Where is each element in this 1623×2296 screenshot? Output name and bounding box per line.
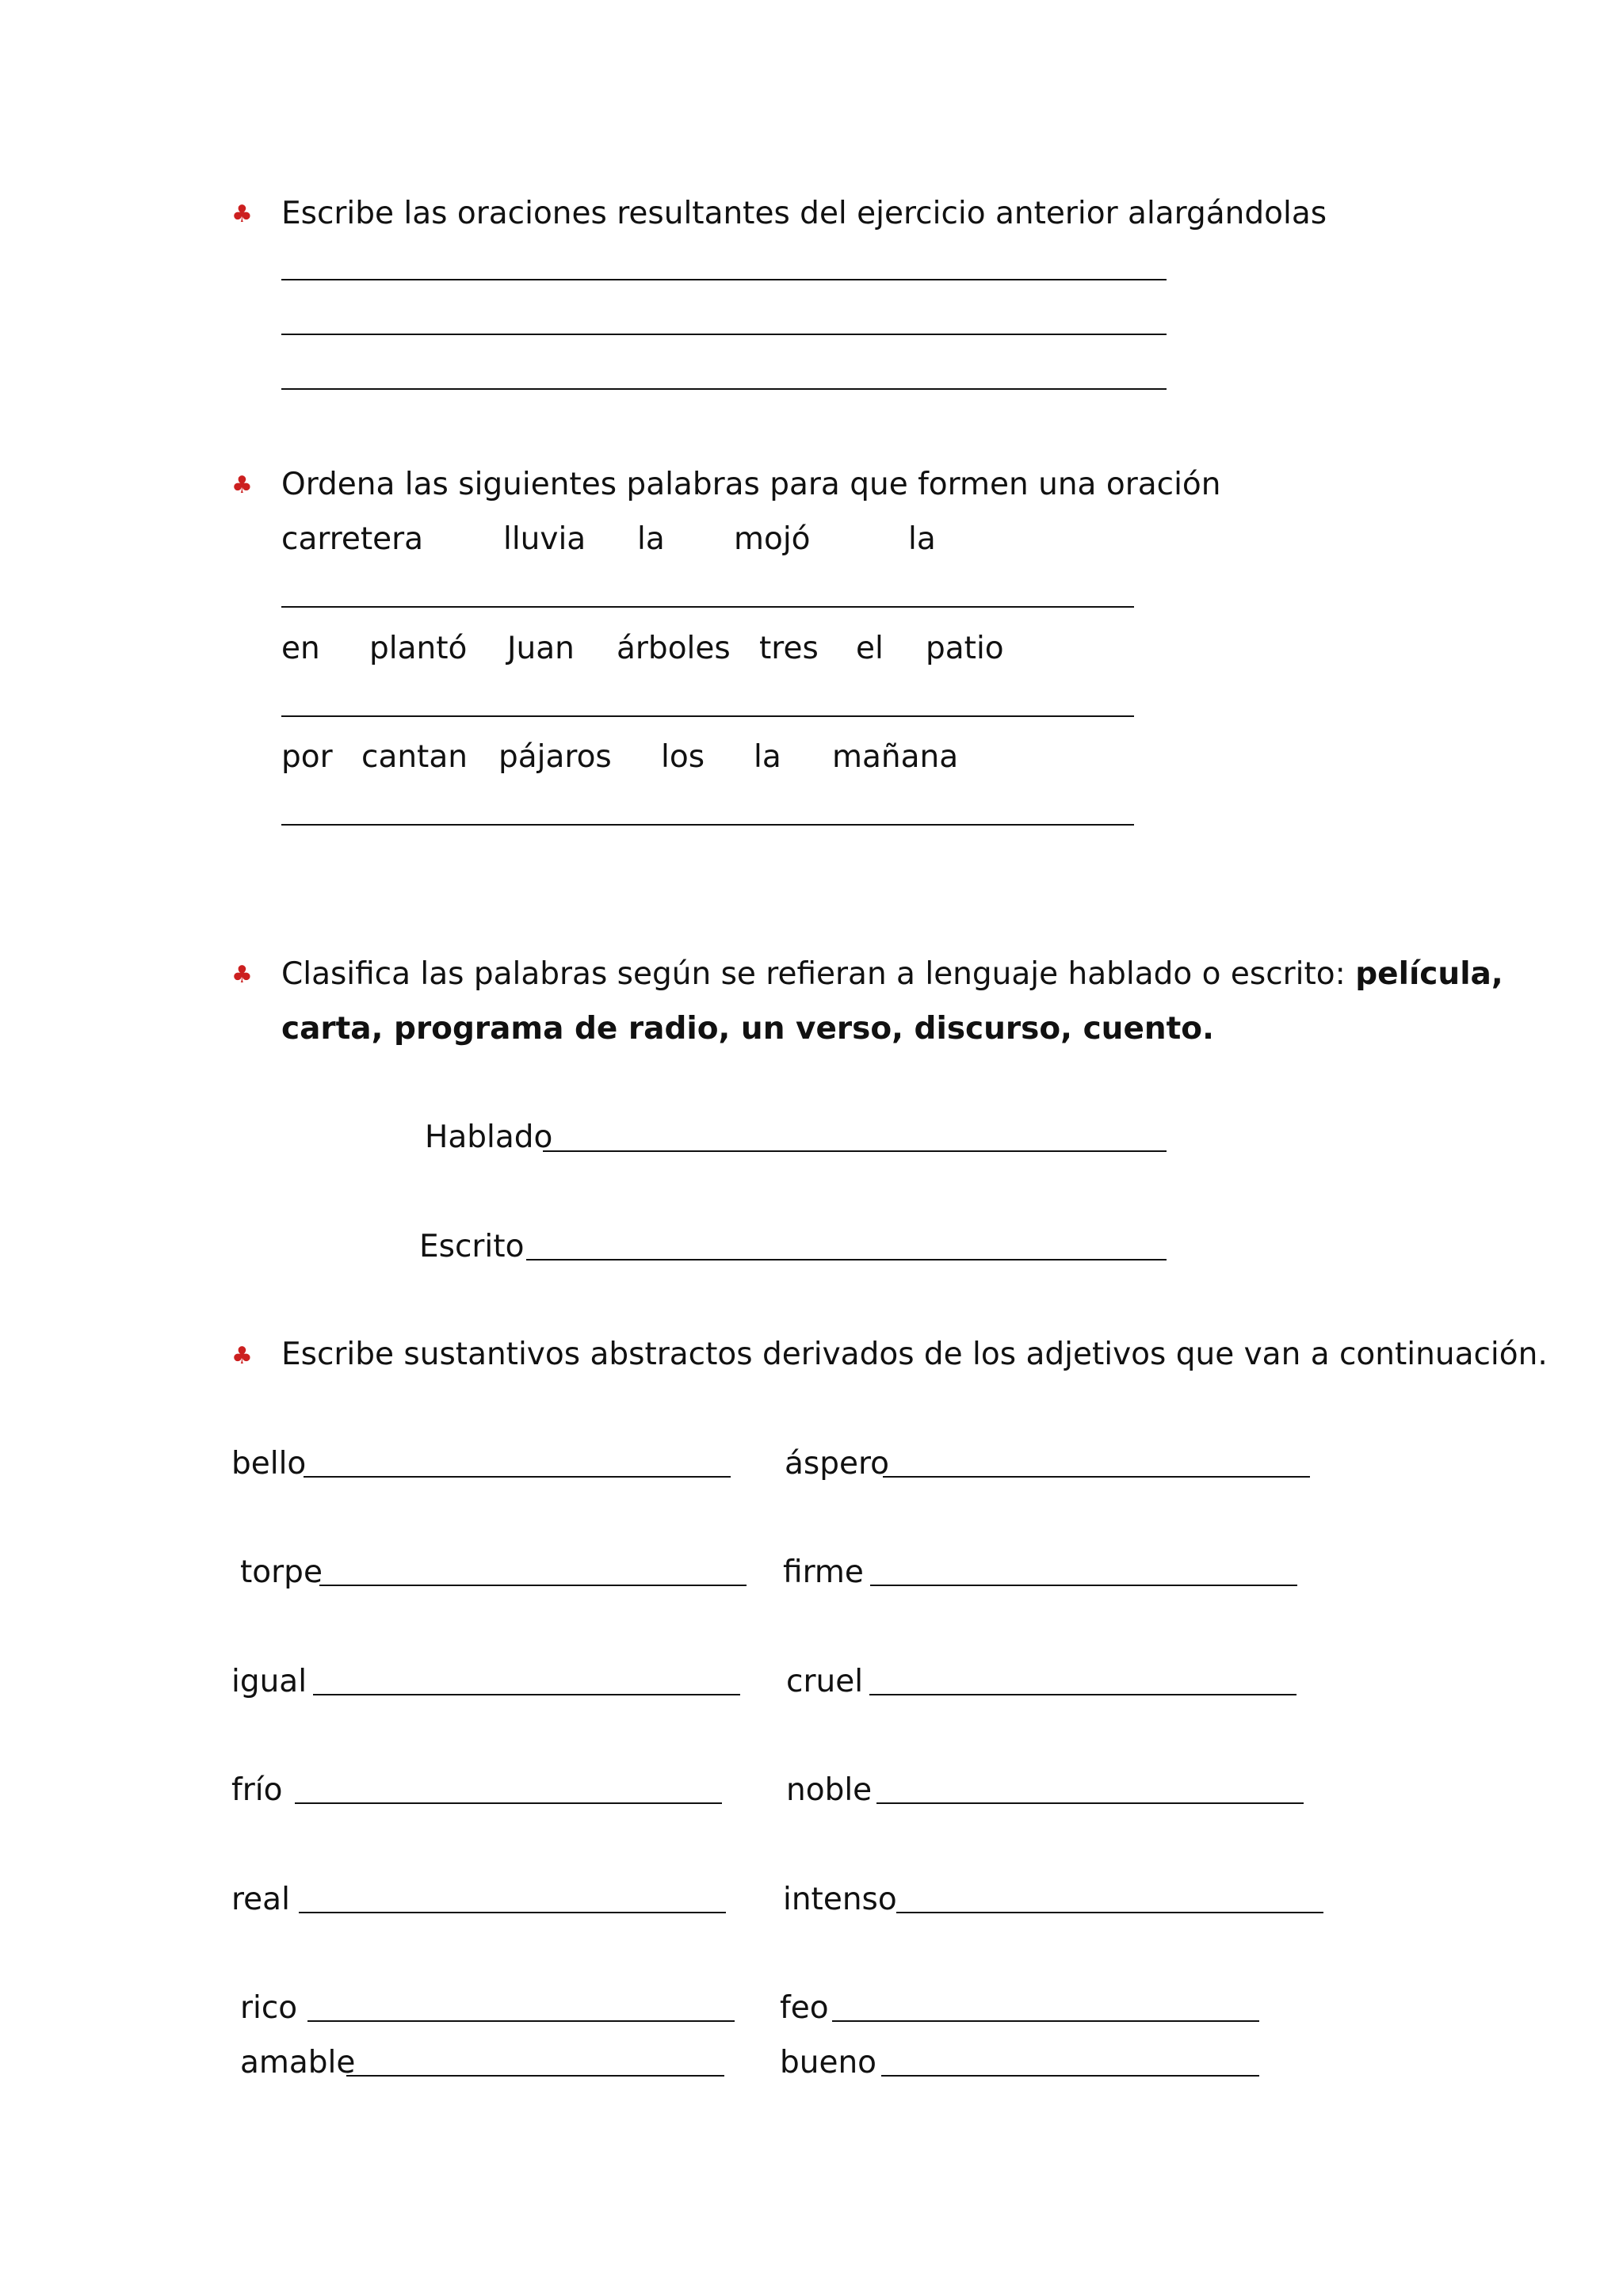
scrambled-word: mañana <box>832 739 959 775</box>
adjective-label: frío <box>231 1772 283 1808</box>
scrambled-word: Juan <box>507 631 575 666</box>
club-bullet-icon: ♣ <box>231 471 253 499</box>
scrambled-word: en <box>281 631 320 666</box>
adjective-label: real <box>231 1882 290 1917</box>
answer-line[interactable] <box>307 2020 735 2022</box>
answer-line[interactable] <box>876 1802 1304 1804</box>
scrambled-word: la <box>908 521 936 557</box>
scrambled-word: pájaros <box>498 739 612 775</box>
answer-line[interactable] <box>313 1694 740 1695</box>
scrambled-word: tres <box>759 631 819 666</box>
instruction-order-words: Ordena las siguientes palabras para que formen una oración <box>281 467 1221 502</box>
instruction-rewrite-sentences: Escribe las oraciones resultantes del ejercicio anterior alargándolas <box>281 196 1327 231</box>
label-written: Escrito <box>419 1229 525 1264</box>
scrambled-word: mojó <box>734 521 811 557</box>
answer-line[interactable] <box>281 715 1134 717</box>
answer-line-written[interactable] <box>526 1259 1167 1261</box>
adjective-label: amable <box>240 2045 356 2081</box>
scrambled-word: carretera <box>281 521 424 557</box>
answer-line[interactable] <box>281 279 1167 280</box>
instruction-abstract-nouns: Escribe sustantivos abstractos derivados de los adjetivos que van a continuación. <box>281 1337 1548 1372</box>
scrambled-word: cantan <box>361 739 468 775</box>
scrambled-word: la <box>637 521 665 557</box>
answer-line[interactable] <box>281 334 1167 335</box>
scrambled-word: la <box>754 739 781 775</box>
answer-line-spoken[interactable] <box>543 1150 1167 1152</box>
club-bullet-icon: ♣ <box>231 200 253 228</box>
answer-line[interactable] <box>299 1912 726 1913</box>
club-bullet-icon: ♣ <box>231 1342 253 1370</box>
adjective-label: igual <box>231 1664 307 1699</box>
answer-line[interactable] <box>896 1912 1323 1913</box>
instruction-bold-words: película, <box>1355 956 1503 992</box>
adjective-label: firme <box>783 1554 864 1590</box>
scrambled-word: los <box>661 739 705 775</box>
scrambled-word: lluvia <box>503 521 586 557</box>
adjective-label: torpe <box>240 1554 323 1590</box>
answer-line[interactable] <box>319 1585 747 1586</box>
instruction-text: Clasifica las palabras según se refieran a lenguaje hablado o escrito: <box>281 956 1356 992</box>
instruction-classify-words <box>281 956 1503 992</box>
adjective-label: intenso <box>783 1882 897 1917</box>
answer-line[interactable] <box>281 388 1167 390</box>
answer-line[interactable] <box>869 1694 1296 1695</box>
adjective-label: rico <box>240 1990 298 2026</box>
answer-line[interactable] <box>346 2075 724 2077</box>
adjective-label: bello <box>231 1446 307 1482</box>
adjective-label: áspero <box>785 1446 890 1482</box>
answer-line[interactable] <box>881 2075 1259 2077</box>
answer-line[interactable] <box>832 2020 1259 2022</box>
instruction-bold-words: carta, programa de radio, un verso, discurso, cuento. <box>281 1011 1214 1047</box>
label-spoken: Hablado <box>425 1119 553 1155</box>
scrambled-word: por <box>281 739 333 775</box>
adjective-label: noble <box>786 1772 873 1808</box>
answer-line[interactable] <box>304 1476 731 1478</box>
scrambled-word: árboles <box>617 631 731 666</box>
club-bullet-icon: ♣ <box>231 961 253 989</box>
scrambled-word: el <box>856 631 884 666</box>
adjective-label: cruel <box>786 1664 864 1699</box>
scrambled-word: patio <box>926 631 1004 666</box>
answer-line[interactable] <box>870 1585 1297 1586</box>
adjective-label: bueno <box>780 2045 877 2081</box>
answer-line[interactable] <box>281 824 1134 826</box>
scrambled-word: plantó <box>369 631 468 666</box>
adjective-label: feo <box>780 1990 829 2026</box>
answer-line[interactable] <box>295 1802 722 1804</box>
answer-line[interactable] <box>281 606 1134 608</box>
answer-line[interactable] <box>883 1476 1310 1478</box>
